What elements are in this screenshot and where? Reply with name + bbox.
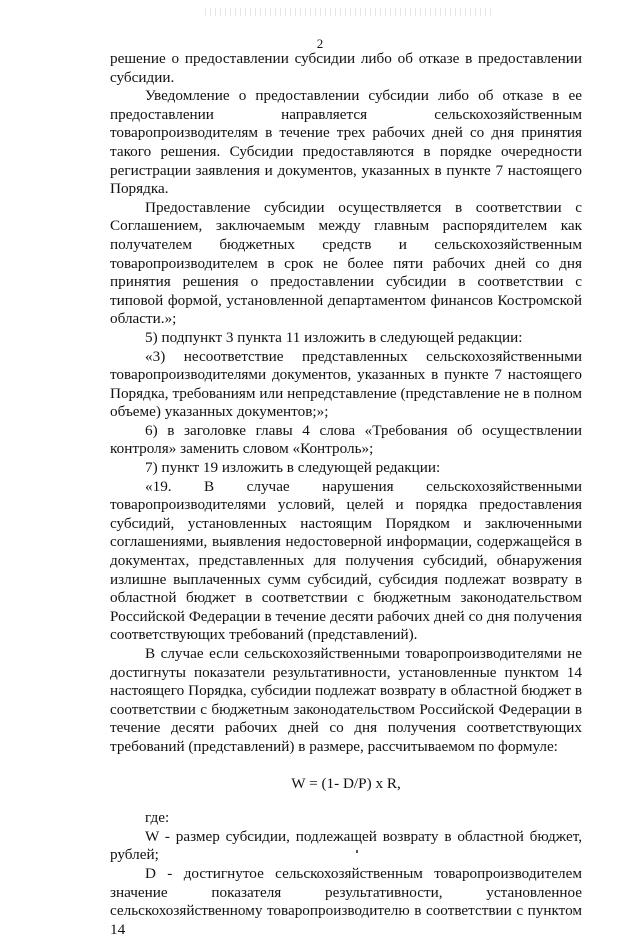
page-number: 2: [316, 36, 324, 51]
paragraph: Предоставление субсидии осуществляется в соответствии с Соглашением, заключаемым между главным распорядителем как получателем бюджетных средств и сельскохозяйственным товаропроизводителем в срок не более пяти рабочих дней со дня принятия решения о предоставлении субсидии в соответствии с типовой формой, установленной департаментом финансов Костромской области.»;: [110, 198, 582, 328]
scan-artifact: [205, 8, 495, 16]
paragraph: «19. В случае нарушения сельскохозяйственными товаропроизводителями условий, целей и порядка предоставления субсидий, установленных настоящим Порядком и заключенными соглашениями, выявления недостоверной информации, содержащейся в документах, представленных для получения субсидий, обнаружения излишне выплаченных сумм субсидий, субсидия подлежат возврату в областной бюджет в соответствии с бюджетным законодательством Российской Федерации в течение десяти рабочих дней со дня получения соответствующих требований (представлений).: [110, 477, 582, 644]
scan-mark: [356, 850, 358, 853]
paragraph: W - размер субсидии, подлежащей возврату в областной бюджет, рублей;: [110, 827, 582, 864]
paragraph: В случае если сельскохозяйственными товаропроизводителями не достигнуты показатели результативности, установленные пунктом 14 настоящего Порядка, субсидии подлежат возврату в областной бюджет в соответствии с бюджетным законодательством Российской Федерации в течение десяти рабочих дней со дня получения соответствующих требований (представлений) в размере, рассчитываемом по формуле:: [110, 645, 582, 755]
paragraph: 6) в заголовке главы 4 слова «Требования об осуществлении контроля» заменить словом «Контроль»;: [110, 421, 582, 458]
paragraph: 7) пункт 19 изложить в следующей редакции:: [145, 459, 441, 477]
formula: W = (1- D/P) x R,: [291, 774, 401, 792]
paragraph: 5) подпункт 3 пункта 11 изложить в следующей редакции:: [145, 328, 523, 346]
paragraph: где:: [145, 809, 170, 827]
paragraph: «3) несоответствие представленных сельскохозяйственными товаропроизводителями документов, указанных в пункте 7 настоящего Порядка, требованиям или непредставление (представление не в полном объеме) указанных документов;»;: [110, 347, 582, 421]
paragraph: решение о предоставлении субсидии либо об отказе в предоставлении субсидии.: [110, 50, 582, 86]
paragraph: D - достигнутое сельскохозяйственным товаропроизводителем значение показателя результативности, установленное сельскохозяйственному товаропроизводителю в соответствии с пунктом 14: [110, 864, 582, 938]
document-body: [110, 50, 582, 939]
paragraph: Уведомление о предоставлении субсидии либо об отказе в ее предоставлении направляется сельскохозяйственным товаропроизводителям в течение трех рабочих дней со дня принятия такого решения. Субсидии предоставляются в порядке очередности регистрации заявления и документов, указанных в пункте 7 настоящего Порядка.: [110, 87, 582, 198]
